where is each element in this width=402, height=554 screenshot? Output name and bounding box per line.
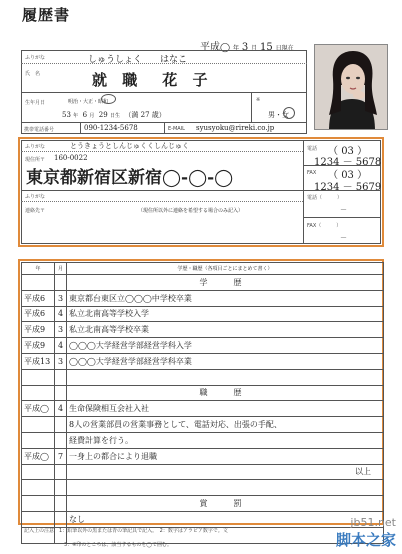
history-content-cell: 8人の営業部員の営業事務として、電話対応、出張の手配、 xyxy=(67,417,384,433)
history-year-cell: 平成◯ xyxy=(22,401,55,417)
email-address: syusyoku@rireki.co.jp xyxy=(196,124,275,132)
contact-label: 連絡先〒 xyxy=(25,208,46,214)
history-month-cell: 3 xyxy=(55,322,67,338)
history-month-cell: 4 xyxy=(55,306,67,322)
address-label: 現住所〒 xyxy=(25,157,46,163)
address-furigana-label: ふりがな xyxy=(25,144,46,150)
applicant-photo xyxy=(314,44,388,130)
current-address: 東京都新宿区新宿◯-◯-◯ xyxy=(26,168,234,188)
tel-area-code: （ 03 ） xyxy=(328,146,368,157)
tel-number: 1234 － 5678 xyxy=(314,157,382,168)
portrait-image xyxy=(315,45,388,130)
history-content-cell: ◯◯◯大学経営学部経営学科卒業 xyxy=(67,353,384,369)
date-month-unit: 月 xyxy=(251,45,258,52)
contact-furigana-label: ふりがな xyxy=(25,194,46,200)
watermark-brand: 脚本之家 xyxy=(335,531,396,549)
date-era: 平成 xyxy=(200,42,220,53)
sex-options: 男・女 xyxy=(268,111,289,119)
col-content-header: 学歴・職歴（各項目ごとにまとめて書く） xyxy=(67,263,384,275)
age: （満 27 歳） xyxy=(124,111,166,119)
col-month-header: 月 xyxy=(55,263,67,275)
history-month-cell xyxy=(55,480,67,496)
divider xyxy=(251,92,252,122)
contact-note: （現住所以外に連絡を希望する場合のみ記入） xyxy=(138,208,244,214)
history-table xyxy=(21,262,384,544)
birth-year: 53 xyxy=(62,111,71,119)
history-month-cell xyxy=(55,496,67,512)
contact-tel-label-text: 電話 xyxy=(307,195,318,201)
history-content-cell: なし xyxy=(67,511,384,527)
history-row xyxy=(22,401,384,417)
furigana-label: ふりがな xyxy=(25,55,46,61)
history-content-cell: 一身上の都合により退職 xyxy=(67,448,384,464)
history-month-cell: 7 xyxy=(55,448,67,464)
history-content-cell: ◯◯◯大学経営学部経営学科入学 xyxy=(67,338,384,354)
history-month-cell xyxy=(55,511,67,527)
footer-note-1: 記入上の注意 1：鉛筆以外の黒または青の筆記具で記入。 2：数字はアラビア数字で。文 xyxy=(24,528,228,534)
divider xyxy=(21,151,303,152)
history-content-cell: 私立北南高等学校入学 xyxy=(67,306,384,322)
sex-label: ※ xyxy=(256,97,261,103)
history-header-row xyxy=(22,263,384,275)
history-year-cell xyxy=(22,496,55,512)
history-year-cell: 平成9 xyxy=(22,338,55,354)
mobile-label: 携帯電話番号 xyxy=(24,127,55,133)
history-month-cell xyxy=(55,275,67,291)
date-year-unit: 年 xyxy=(232,45,239,52)
era-selected-circle xyxy=(101,94,116,104)
history-row xyxy=(22,306,384,322)
name-label: 氏 名 xyxy=(25,71,41,77)
divider xyxy=(80,122,81,134)
history-row xyxy=(22,448,384,464)
birth-label: 生年月日 xyxy=(25,100,46,106)
history-year-cell xyxy=(22,432,55,448)
history-row xyxy=(22,290,384,306)
contact-tel-label: 電話（ ） xyxy=(307,195,343,201)
divider xyxy=(303,140,304,244)
era-options: 明治・大正・昭和 xyxy=(68,99,109,105)
history-year-cell: 平成9 xyxy=(22,322,55,338)
history-month-cell xyxy=(55,369,67,385)
sex-selected-circle xyxy=(283,107,295,119)
birth-year-unit: 年 xyxy=(73,113,79,119)
history-row xyxy=(22,464,384,480)
history-row xyxy=(22,369,384,385)
history-year-cell xyxy=(22,511,55,527)
contact-tel: － xyxy=(340,206,347,214)
history-row xyxy=(22,417,384,433)
history-row xyxy=(22,496,384,512)
tel-label: 電話 xyxy=(307,146,318,152)
history-month-cell xyxy=(55,385,67,401)
history-year-cell: 平成6 xyxy=(22,306,55,322)
divider xyxy=(303,217,381,218)
history-year-cell xyxy=(22,369,55,385)
history-content-cell: 経費計算を行う。 xyxy=(67,432,384,448)
history-content-cell: 職 歴 xyxy=(67,385,384,401)
email-label: E-MAIL xyxy=(168,126,185,132)
history-year-cell xyxy=(22,275,55,291)
address-furigana: とうきょうとしんじゅくくしんじゅく xyxy=(70,142,189,150)
fax-label: FAX xyxy=(307,170,317,176)
history-month-cell: 3 xyxy=(55,290,67,306)
footer-note-2: 3：※印のところは、該当するものを◯で囲む。 xyxy=(64,542,172,548)
date-month: 3 xyxy=(241,42,249,53)
fax-area: 03 xyxy=(341,170,354,181)
history-year-cell: 平成◯ xyxy=(22,448,55,464)
history-year-cell xyxy=(22,464,55,480)
history-row xyxy=(22,480,384,496)
divider xyxy=(21,92,307,93)
mobile-number: 090-1234-5678 xyxy=(84,124,138,132)
history-content-cell: 以上 xyxy=(67,464,384,480)
history-row xyxy=(22,322,384,338)
postal-code: 160-0022 xyxy=(54,154,88,162)
birth-date xyxy=(62,110,166,120)
date-year-mark: ◯ xyxy=(220,43,231,53)
watermark-site: jb51.net xyxy=(350,516,396,529)
divider xyxy=(164,122,165,134)
birth-month-unit: 月 xyxy=(89,113,95,119)
history-content-cell xyxy=(67,369,384,385)
history-month-cell: 3 xyxy=(55,353,67,369)
contact-fax: － xyxy=(340,234,347,242)
history-content-cell xyxy=(67,480,384,496)
date-day-unit: 日現在 xyxy=(275,45,294,52)
fax-area-code: （ 03 ） xyxy=(328,170,368,181)
history-row xyxy=(22,511,384,527)
watermark xyxy=(336,516,396,550)
history-content-cell: 東京都台東区立◯◯◯中学校卒業 xyxy=(67,290,384,306)
history-year-cell: 平成13 xyxy=(22,353,55,369)
history-row xyxy=(22,275,384,291)
history-content-cell: 私立北南高等学校卒業 xyxy=(67,322,384,338)
date-day: 15 xyxy=(259,42,273,53)
history-row xyxy=(22,338,384,354)
history-content-cell: 賞 罰 xyxy=(67,496,384,512)
contact-fax-label-text: FAX xyxy=(307,223,317,229)
history-month-cell xyxy=(55,464,67,480)
history-row xyxy=(22,432,384,448)
history-month-cell xyxy=(55,417,67,433)
name-furigana: しゅうしょく はなこ xyxy=(88,55,188,65)
history-year-cell: 平成6 xyxy=(22,290,55,306)
divider xyxy=(21,201,303,202)
birth-day: 29 xyxy=(98,111,108,119)
col-year-header: 年 xyxy=(22,263,55,275)
tel-area: 03 xyxy=(341,146,354,157)
history-year-cell xyxy=(22,385,55,401)
history-content-cell: 学 歴 xyxy=(67,275,384,291)
applicant-name: 就 職 花 子 xyxy=(92,71,213,89)
history-row xyxy=(22,385,384,401)
fax-number: 1234 － 5679 xyxy=(314,182,382,193)
history-row xyxy=(22,353,384,369)
history-month-cell: 4 xyxy=(55,338,67,354)
birth-day-unit: 日生 xyxy=(109,113,120,119)
history-year-cell xyxy=(22,480,55,496)
history-year-cell xyxy=(22,417,55,433)
history-month-cell: 4 xyxy=(55,401,67,417)
contact-fax-label: FAX（ ） xyxy=(307,223,342,229)
history-month-cell xyxy=(55,432,67,448)
birth-month: 6 xyxy=(82,111,88,119)
history-content-cell: 生命保険相互会社入社 xyxy=(67,401,384,417)
page-title: 履歴書 xyxy=(22,6,71,24)
